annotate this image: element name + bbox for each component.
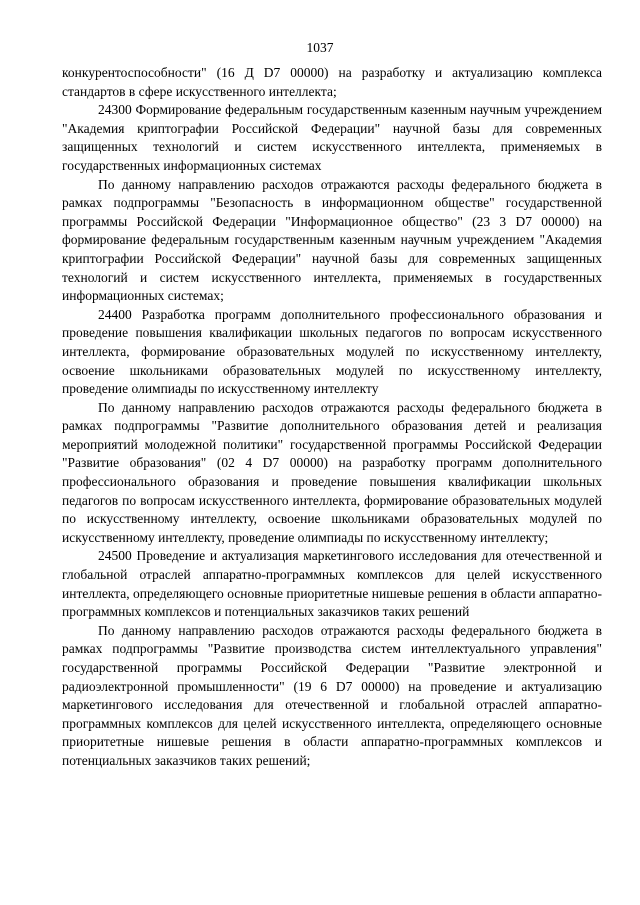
paragraph-continuation: конкурентоспособности" (16 Д D7 00000) на разработку и актуализацию комплекса стандартов в сфере искусственного интеллекта; xyxy=(62,65,602,99)
paragraph-24400-description: По данному направлению расходов отражаются расходы федерального бюджета в рамках подпрограммы "Развитие дополнительного образования детей и реализация мероприятий молодежной политики" государственной программы Российской Федерации "Развитие образования" (02 4 D7 00000) на разработку программ дополнительного профессионального образования и проведение повышения квалификации школьных педагогов по вопросам искусственного интеллекта, формирование образовательных модулей по искусственному интеллекту, освоение школьниками образовательных модулей по искусственному интеллекту, проведение олимпиады по искусственному интеллекту; xyxy=(62,399,602,545)
paragraph-24300-description: По данному направлению расходов отражаются расходы федерального бюджета в рамках подпрограммы "Безопасность в информационном обществе" государственной программы Российской Федерации "Информационное общество" (23 3 D7 00000) на формирование федеральным государственным казенным научным учреждением "Академия криптографии Российской Федерации" научной базы для современных защищенных технологий и систем искусственного интеллекта, применяемых в государственных информационных системах; xyxy=(62,176,602,304)
paragraph-24300-heading: 24300 Формирование федеральным государственным казенным научным учреждением "Академия криптографии Российской Федерации" научной базы для современных защищенных технологий и систем искусственного интеллекта, применяемых в государственных информационных системах xyxy=(62,102,602,173)
paragraph-24500-description: По данному направлению расходов отражаются расходы федерального бюджета в рамках подпрограммы "Развитие производства систем интеллектуального управления" государственной программы Российской Федерации "Развитие электронной и радиоэлектронной промышленности" (19 6 D7 00000) на проведение и актуализацию маркетингового исследования для отечественной и глобальной отраслей аппаратно-программных комплексов для целей искусственного интеллекта, определяющего основные приоритетные нишевые решения в области аппаратно-программных комплексов и потенциальных заказчиков таких решений; xyxy=(62,622,602,768)
page-number: 1037 xyxy=(306,40,334,55)
paragraph-24400-heading: 24400 Разработка программ дополнительного профессионального образования и проведение повышения квалификации школьных педагогов по вопросам искусственного интеллекта, формирование образовательных модулей по искусственному интеллекту, освоение школьниками образовательных модулей по искусственному интеллекту, проведение олимпиады по искусственному интеллекту xyxy=(62,306,602,397)
document-body xyxy=(62,64,602,771)
paragraph-24500-heading: 24500 Проведение и актуализация маркетингового исследования для отечественной и глобальной отраслей аппаратно-программных комплексов для целей искусственного интеллекта, определяющего основные приоритетные нишевые решения в области аппаратно-программных комплексов и потенциальных заказчиков таких решений xyxy=(62,548,602,620)
